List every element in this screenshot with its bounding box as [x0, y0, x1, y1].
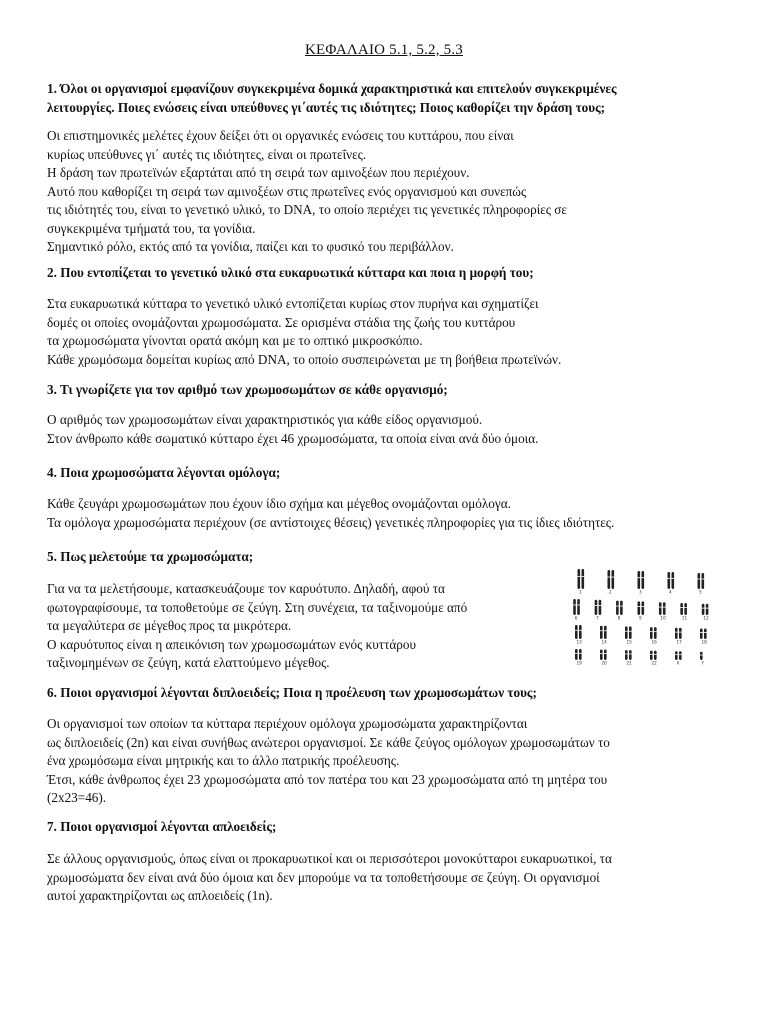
- answer-line: δομές οι οποίες ονομάζονται χρωμοσώματα. Σε ορισμένα στάδια της ζωής του κυττάρου: [47, 314, 516, 330]
- question-line: 3. Τι γνωρίζετε για τον αριθμό των χρωμοσωμάτων σε κάθε οργανισμό;: [47, 382, 448, 397]
- karyotype-label: 11: [681, 615, 688, 621]
- question-5: [47, 547, 727, 566]
- chromosome-shape: [638, 601, 641, 615]
- chromosome-shape: [582, 569, 585, 589]
- question-7: [47, 817, 727, 836]
- answer-line: συγκεκριμένα τμήματά του, τα γονίδια.: [47, 220, 256, 236]
- chromosome-shape: [573, 599, 576, 615]
- chromosome-shape: [702, 573, 705, 589]
- karyotype-image: [560, 565, 720, 677]
- centromere-mark: [671, 578, 674, 579]
- centromere-mark: [600, 653, 603, 654]
- answer-2: [47, 295, 737, 369]
- answer-line: (2x23=46).: [47, 790, 107, 805]
- answer-line: Έτσι, κάθε άνθρωπος έχει 23 χρωμοσώματα από τον πατέρα του και 23 χρωμοσώματα από τη μητέρα του: [47, 771, 608, 787]
- centromere-mark: [659, 607, 662, 608]
- chromosome-shape: [679, 651, 682, 660]
- answer-line: αυτοί χαρακτηρίζονται ως απλοειδείς (1n).: [47, 888, 273, 903]
- chromosome-shape: [668, 572, 671, 589]
- karyotype-label: 6: [574, 615, 578, 621]
- centromere-mark: [625, 631, 628, 632]
- question-2: [47, 263, 727, 282]
- centromere-mark: [616, 606, 619, 607]
- centromere-mark: [577, 605, 580, 606]
- karyotype-label: 12: [703, 615, 709, 621]
- chromosome-shape: [629, 626, 632, 639]
- question-6: [47, 683, 727, 702]
- page-title: ΚΕΦΑΛΑΙΟ 5.1, 5.2, 5.3: [304, 42, 463, 58]
- answer-line: ταξινομημένων σε ζεύγη, κατά ελαττούμενο μέγεθος.: [47, 655, 330, 670]
- question-line: 5. Πως μελετούμε τα χρωμοσώματα;: [47, 549, 254, 564]
- answer-4: [47, 495, 737, 532]
- centromere-mark: [607, 577, 610, 578]
- chromosome-shape: [700, 629, 703, 640]
- chromosome-shape: [659, 602, 662, 615]
- answer-line: Αυτό που καθορίζει τη σειρά των αμινοξέων στις πρωτεΐνες ενός οργανισμού και συνεπώς: [47, 183, 527, 199]
- chromosome-shape: [575, 649, 578, 660]
- chromosome-shape: [578, 569, 581, 589]
- centromere-mark: [577, 576, 580, 577]
- answer-line: ένα χρωμόσωμα είναι μητρικής και το άλλο πατρικής προέλευσης.: [47, 753, 400, 768]
- question-line: 4. Ποια χρωμοσώματα λέγονται ομόλογα;: [47, 465, 281, 480]
- chromosome-shape: [625, 626, 628, 639]
- centromere-mark: [579, 653, 582, 654]
- answer-line: Οι οργανισμοί των οποίων τα κύτταρα περιέχουν ομόλογα χρωμοσώματα χαρακτηρίζονται: [47, 716, 528, 731]
- answer-line: τις ιδιότητές του, είναι το γενετικό υλικό, το DNA, το οποίο περιέχει τις γενετικές πληροφορίες σε: [47, 202, 567, 217]
- answer-line: Ο αριθμός των χρωμοσωμάτων είναι χαρακτηριστικός για κάθε είδος οργανισμού.: [47, 412, 483, 427]
- centromere-mark: [667, 578, 670, 579]
- chromosome-shape: [704, 629, 707, 640]
- centromere-mark: [706, 608, 709, 609]
- question-line: λειτουργίες. Ποιες ενώσεις είναι υπεύθυνες γι΄αυτές τις ιδιότητες; Ποιος καθορίζει την δράση τους;: [47, 100, 606, 115]
- karyotype-label: 1: [579, 589, 582, 595]
- centromere-mark: [625, 654, 628, 655]
- question-3: [47, 380, 727, 399]
- chromosome-shape: [600, 650, 603, 660]
- chromosome-shape: [599, 600, 602, 615]
- question-4: [47, 463, 727, 482]
- answer-5: [47, 580, 547, 673]
- answer-line: Κάθε ζευγάρι χρωμοσωμάτων που έχουν ίδιο σχήμα και μέγεθος ονομάζονται ομόλογα.: [47, 496, 511, 511]
- centromere-mark: [679, 654, 682, 655]
- centromere-mark: [604, 630, 607, 631]
- answer-line: Στα ευκαρυωτικά κύτταρα το γενετικό υλικό εντοπίζεται κυρίως στον πυρήνα και σχηματίζει: [47, 296, 539, 311]
- answer-line: Για να τα μελετήσουμε, κατασκευάζουμε τον καρυότυπο. Δηλαδή, αφού τα: [47, 581, 445, 596]
- chromosome-shape: [629, 650, 632, 660]
- chromosome-shape: [650, 651, 653, 660]
- karyotype-label: 4: [669, 589, 672, 595]
- answer-line: Σημαντικό ρόλο, εκτός από τα γονίδια, παίζει και το φυσικό του περιβάλλον.: [47, 239, 454, 254]
- question-line: 6. Ποιοι οργανισμοί λέγονται διπλοειδείς; Ποια η προέλευση των χρωμοσωμάτων τους;: [47, 685, 537, 700]
- karyotype-label: 18: [701, 639, 707, 645]
- chromosome-shape: [642, 601, 645, 615]
- centromere-mark: [598, 605, 601, 606]
- centromere-mark: [697, 579, 700, 580]
- karyotype-label: 9: [639, 615, 642, 621]
- chromosome-shape: [675, 651, 678, 660]
- centromere-mark: [684, 607, 687, 608]
- chromosome-shape: [604, 626, 607, 639]
- centromere-mark: [641, 606, 644, 607]
- chromosome-shape: [600, 626, 603, 639]
- chromosome-shape: [616, 601, 619, 615]
- answer-3: [47, 411, 737, 448]
- chromosome-shape: [700, 652, 703, 660]
- karyotype-label: 3: [639, 589, 642, 595]
- answer-line: Η δράση των πρωτεϊνών εξαρτάται από τη σειρά των αμινοξέων που περιέχουν.: [47, 165, 470, 180]
- centromere-mark: [594, 605, 597, 606]
- karyotype-label: 19: [576, 660, 582, 666]
- centromere-mark: [579, 630, 582, 631]
- answer-line: ως διπλοειδείς (2n) και είναι συνήθως ανώτεροι οργανισμοί. Σε κάθε ζεύγος ομόλογων χρωμοσωμάτων το: [47, 734, 610, 750]
- karyotype-label: 13: [576, 639, 582, 645]
- karyotype-label: 14: [601, 639, 607, 645]
- karyotype-label: 5: [699, 589, 702, 595]
- centromere-mark: [611, 577, 614, 578]
- karyotype-label: 2: [609, 589, 612, 595]
- centromere-mark: [650, 654, 653, 655]
- chromosome-shape: [706, 604, 709, 615]
- centromere-mark: [700, 632, 703, 633]
- centromere-mark: [575, 653, 578, 654]
- centromere-mark: [701, 579, 704, 580]
- centromere-mark: [604, 653, 607, 654]
- chromosome-shape: [684, 603, 687, 615]
- chromosome-shape: [654, 651, 657, 660]
- centromere-mark: [650, 631, 653, 632]
- centromere-mark: [654, 631, 657, 632]
- chromosome-shape: [702, 604, 705, 615]
- answer-line: τα μεγαλύτερα σε μέγεθος προς τα μικρότερα.: [47, 618, 292, 633]
- chromosome-shape: [575, 625, 578, 639]
- chromosome-shape: [680, 603, 683, 615]
- answer-7: [47, 850, 737, 906]
- karyotype-label: 20: [601, 660, 607, 666]
- answer-1: [47, 127, 737, 257]
- centromere-mark: [620, 606, 623, 607]
- karyotype-label: 8: [617, 615, 621, 621]
- chromosome-shape: [595, 600, 598, 615]
- answer-line: Ο καρυότυπος είναι η απεικόνιση των χρωμοσωμάτων ενός κυττάρου: [47, 636, 416, 652]
- chromosome-shape: [654, 627, 657, 639]
- centromere-mark: [629, 654, 632, 655]
- chromosome-shape: [577, 599, 580, 615]
- chromosome-shape: [642, 571, 645, 589]
- answer-line: Κάθε χρωμόσωμα δομείται κυρίως από DNA, το οποίο συσπειρώνεται με τη βοήθεια πρωτεϊνών.: [47, 351, 562, 367]
- answer-line: κυρίως υπεύθυνες γι΄ αυτές τις ιδιότητες, είναι οι πρωτεΐνες.: [47, 146, 367, 162]
- chromosome-shape: [612, 570, 615, 589]
- answer-6: [47, 715, 737, 808]
- answer-line: χρωμοσώματα δεν είναι ανά δύο όμοια και δεν μπορούμε να τα τοποθετήσουμε σε ζεύγη. Οι οργανισμοί: [47, 869, 600, 885]
- chromosome-shape: [608, 570, 611, 589]
- centromere-mark: [704, 632, 707, 633]
- centromere-mark: [680, 607, 683, 608]
- answer-line: Τα ομόλογα χρωμοσώματα περιέχουν (σε αντίστοιχες θέσεις) γενετικές πληροφορίες για τις ίδιες ιδιότητες.: [47, 514, 615, 530]
- karyotype-label: 21: [626, 660, 632, 666]
- chromosome-shape: [620, 601, 623, 615]
- question-line: 1. Όλοι οι οργανισμοί εμφανίζουν συγκεκριμένα δομικά χαρακτηριστικά και επιτελούν συγκεκριμένες: [47, 81, 617, 96]
- centromere-mark: [654, 654, 657, 655]
- centromere-mark: [675, 654, 678, 655]
- karyotype-label: 15: [626, 639, 632, 645]
- centromere-mark: [575, 630, 578, 631]
- chromosome-shape: [650, 627, 653, 639]
- answer-line: τα χρωμοσώματα γίνονται ορατά ακόμη και με το οπτικό μικροσκόπιο.: [47, 333, 423, 348]
- answer-line: Σε άλλους οργανισμούς, όπως είναι οι προκαρυωτικοί και οι περισσότεροι μονοκύτταροι ευκαρυωτικοί, τα: [47, 851, 612, 866]
- chromosome-shape: [638, 571, 641, 589]
- chromosome-shape: [579, 649, 582, 660]
- chromosome-shape: [679, 628, 682, 639]
- centromere-mark: [629, 631, 632, 632]
- centromere-mark: [663, 607, 666, 608]
- answer-line: Στον άνθρωπο κάθε σωματικό κύτταρο έχει 46 χρωμοσώματα, τα οποία είναι ανά δύο όμοια.: [47, 430, 539, 446]
- centromere-mark: [637, 606, 640, 607]
- centromere-mark: [675, 632, 678, 633]
- karyotype-label: 17: [676, 639, 682, 645]
- answer-line: Οι επιστημονικές μελέτες έχουν δείξει ότι οι οργανικές ενώσεις του κυττάρου, που είναι: [47, 128, 514, 143]
- answer-line: φωτογραφίσουμε, τα τοποθετούμε σε ζεύγη. Στη συνέχεια, τα ταξινομούμε από: [47, 599, 468, 615]
- karyotype-label: 7: [596, 615, 599, 621]
- chromosome-shape: [675, 628, 678, 639]
- karyotype-label: 10: [660, 615, 666, 621]
- centromere-mark: [573, 605, 576, 606]
- chromosome-shape: [579, 625, 582, 639]
- question-line: 2. Που εντοπίζεται το γενετικό υλικό στα ευκαρυωτικά κύτταρα και ποια η μορφή του;: [47, 265, 534, 280]
- centromere-mark: [700, 655, 703, 656]
- centromere-mark: [702, 608, 705, 609]
- chromosome-shape: [698, 573, 701, 589]
- chromosome-shape: [604, 650, 607, 660]
- chromosome-shape: [625, 650, 628, 660]
- centromere-mark: [600, 630, 603, 631]
- karyotype-label: Y: [701, 660, 705, 666]
- centromere-mark: [679, 632, 682, 633]
- chromosome-shape: [663, 602, 666, 615]
- centromere-mark: [641, 577, 644, 578]
- chromosome-shape: [672, 572, 675, 589]
- centromere-mark: [581, 576, 584, 577]
- question-line: 7. Ποιοι οργανισμοί λέγονται απλοειδείς;: [47, 819, 277, 834]
- karyotype-label: X: [676, 660, 680, 666]
- question-1: [47, 79, 727, 117]
- centromere-mark: [637, 577, 640, 578]
- karyotype-label: 22: [651, 660, 657, 666]
- karyotype-label: 16: [651, 639, 657, 645]
